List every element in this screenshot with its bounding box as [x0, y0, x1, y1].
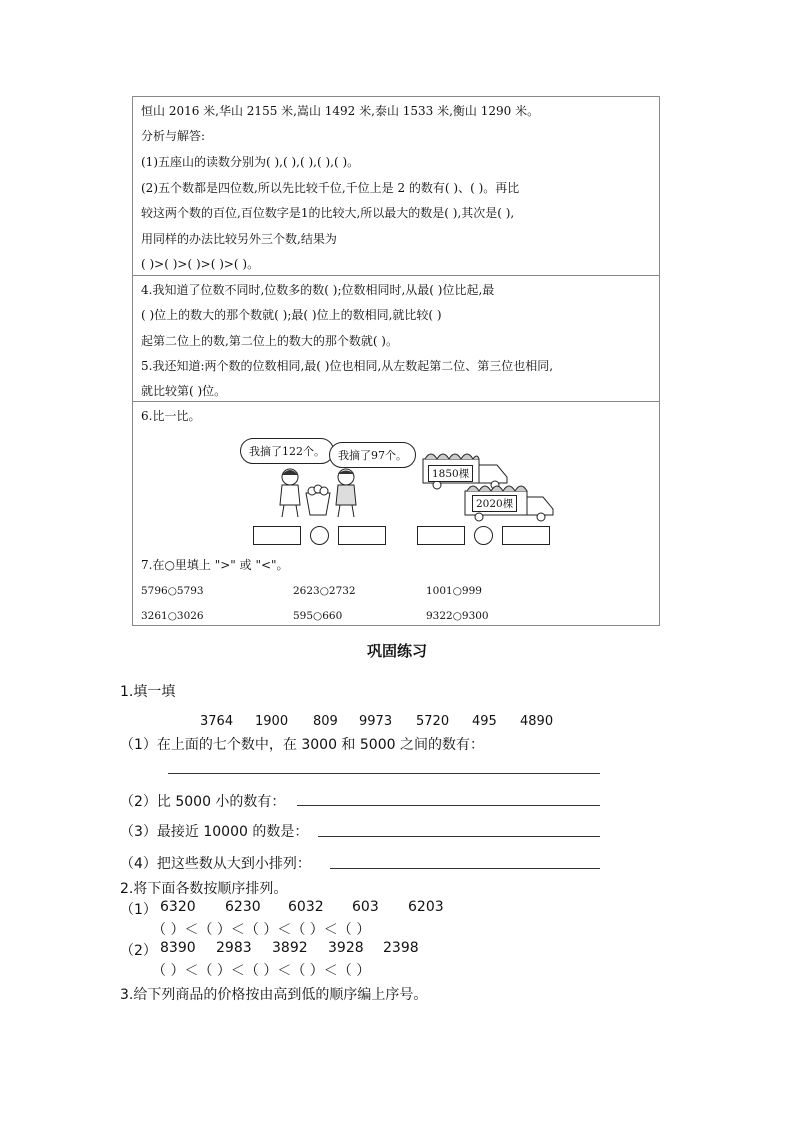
q1-number: 3764 — [200, 714, 234, 729]
q1-title: 1.填一填 — [120, 684, 176, 700]
q1-sub4: （4）把这些数从大到小排列： — [120, 856, 311, 872]
q2-sub1-label: （1） — [120, 902, 157, 918]
q4-line-3: 起第二位上的数,第二位上的数大的那个数就( )。 — [141, 334, 398, 348]
mountains-data: 恒山 2016 米,华山 2155 米,嵩山 1492 米,泰山 1533 米,衡山 1290 米。 — [141, 104, 540, 118]
q4-line-1: 4.我知道了位数不同时,位数多的数( );位数相同时,从最( )位比起,最 — [141, 283, 495, 297]
truck-1-label: 1850棵 — [428, 465, 473, 482]
answer-box[interactable] — [417, 526, 465, 545]
analysis-step-1: (1)五座山的读数分别为( ),( ),( ),( ),( )。 — [141, 155, 360, 169]
q2-number: 8390 — [160, 940, 196, 956]
q4-line-2: ( )位上的数大的那个数就( );最( )位上的数相同,就比较( ) — [141, 308, 442, 322]
answer-line[interactable] — [330, 868, 600, 869]
analysis-heading: 分析与解答: — [141, 129, 206, 143]
section-title: 巩固练习 — [366, 642, 427, 660]
q1-number: 1900 — [255, 714, 289, 729]
analysis-step-2c: 用同样的办法比较另外三个数,结果为 — [141, 232, 337, 246]
q3-title: 3.给下列商品的价格按由高到低的顺序编上序号。 — [120, 987, 428, 1003]
truck-2-label: 2020棵 — [472, 495, 517, 512]
answer-box[interactable] — [502, 526, 550, 545]
divider — [133, 401, 659, 402]
q2-number: 2983 — [216, 940, 252, 956]
analysis-step-2a: (2)五个数都是四位数,所以先比较千位,千位上是 2 的数有( )、( )。再比 — [141, 181, 520, 195]
children-picking-illustration — [268, 465, 368, 521]
q2-number: 6320 — [160, 899, 196, 915]
q2-number: 6230 — [225, 899, 261, 915]
answer-line[interactable] — [168, 773, 600, 774]
q7-item: 9322○9300 — [426, 610, 489, 622]
q2-sub1-blanks[interactable]: （ ）＜（ ）＜（ ）＜（ ）＜（ ） — [152, 922, 371, 938]
compare-circle[interactable] — [474, 526, 493, 545]
q1-number: 9973 — [359, 714, 393, 729]
q2-title: 2.将下面各数按顺序排列。 — [120, 881, 288, 897]
example-box — [132, 96, 660, 626]
speech-bubble-boy: 我摘了97个。 — [329, 442, 416, 468]
q1-number: 4890 — [520, 714, 554, 729]
q7-item: 2623○2732 — [293, 585, 356, 597]
q6-title: 6.比一比。 — [141, 409, 201, 423]
q1-number: 809 — [313, 714, 338, 729]
q7-title: 7.在○里填上 ">" 或 "<"。 — [141, 558, 289, 572]
q2-number: 6032 — [288, 899, 324, 915]
q2-number: 6203 — [408, 899, 444, 915]
q1-sub2: （2）比 5000 小的数有： — [120, 794, 286, 810]
analysis-step-2b: 较这两个数的百位,百位数字是1的比较大,所以最大的数是( ),其次是( ), — [141, 206, 515, 220]
q2-sub2-label: （2） — [120, 943, 157, 959]
divider — [133, 275, 659, 276]
q2-number: 2398 — [383, 940, 419, 956]
answer-line[interactable] — [318, 836, 600, 837]
q7-item: 3261○3026 — [141, 610, 204, 622]
analysis-result: ( )>( )>( )>( )>( )。 — [141, 257, 260, 271]
q5-line-1: 5.我还知道:两个数的位数相同,最( )位也相同,从左数起第二位、第三位也相同, — [141, 359, 554, 373]
q1-sub1: （1）在上面的七个数中，在 3000 和 5000 之间的数有： — [120, 737, 484, 753]
q7-item: 595○660 — [293, 610, 343, 622]
trucks-illustration — [421, 447, 557, 525]
q2-number: 3928 — [328, 940, 364, 956]
answer-box[interactable] — [253, 526, 301, 545]
q2-number: 3892 — [272, 940, 308, 956]
q2-number: 603 — [352, 899, 379, 915]
q1-sub3: （3）最接近 10000 的数是： — [120, 824, 309, 840]
q5-line-2: 就比较第( )位。 — [141, 384, 227, 398]
q7-item: 5796○5793 — [141, 585, 204, 597]
q7-item: 1001○999 — [426, 585, 482, 597]
q1-number: 5720 — [416, 714, 450, 729]
q2-sub2-blanks[interactable]: （ ）＜（ ）＜（ ）＜（ ）＜（ ） — [152, 963, 371, 979]
answer-box[interactable] — [338, 526, 386, 545]
compare-circle[interactable] — [310, 526, 329, 545]
speech-bubble-girl: 我摘了122个。 — [240, 438, 334, 464]
answer-line[interactable] — [297, 805, 600, 806]
q1-number: 495 — [472, 714, 497, 729]
